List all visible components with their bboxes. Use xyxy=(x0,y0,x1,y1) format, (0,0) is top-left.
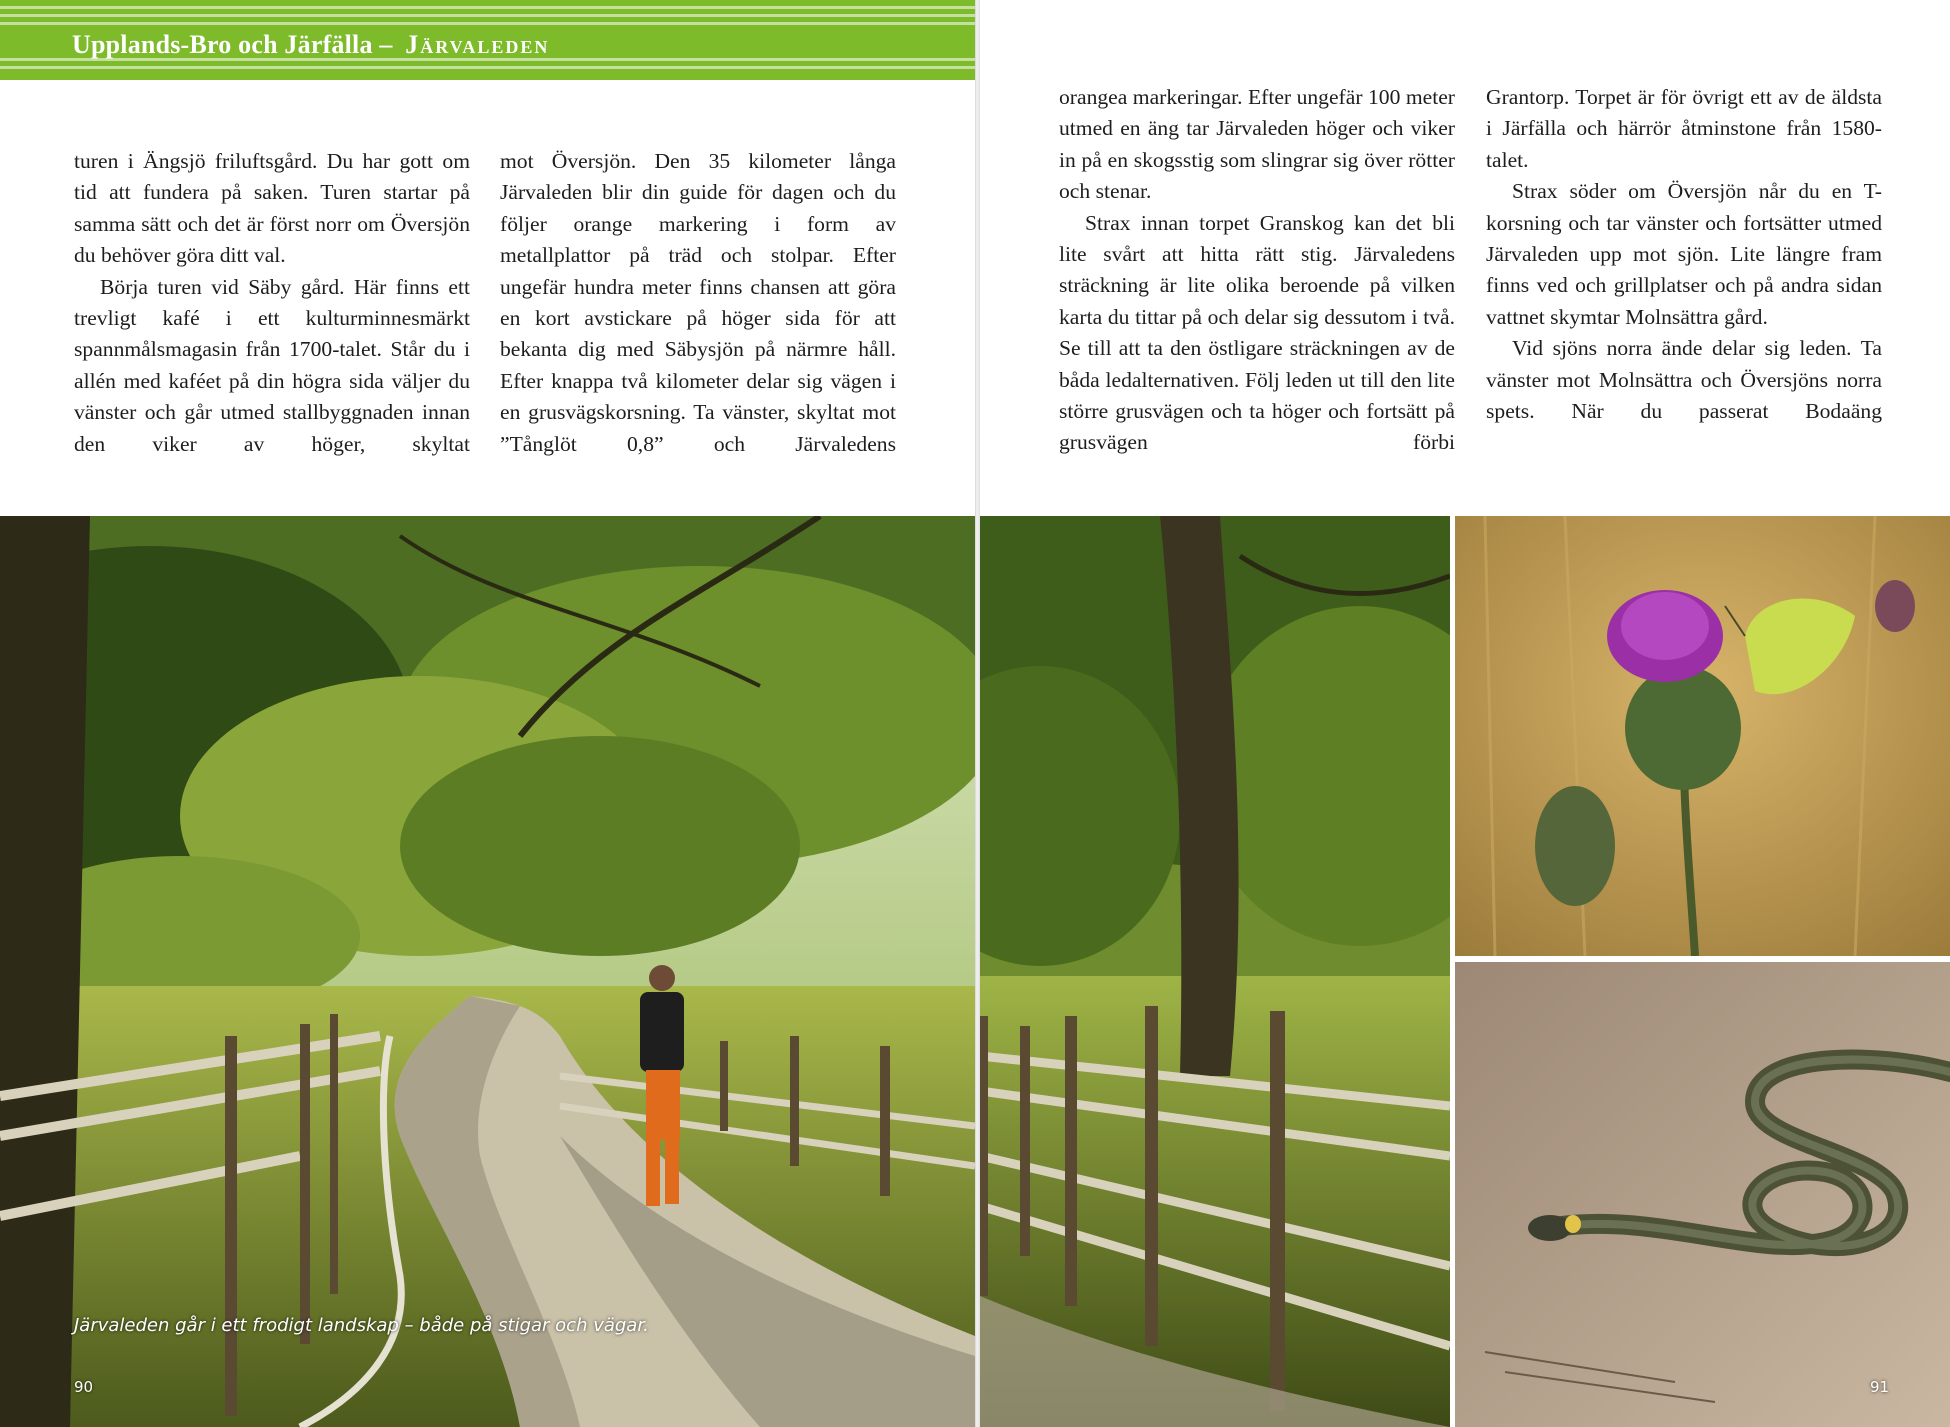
butterfly-thistle-photo xyxy=(1455,516,1950,956)
page-number-left: 90 xyxy=(74,1378,94,1396)
header-trail: Järvaleden xyxy=(405,30,550,59)
paragraph: Strax innan torpet Granskog kan det bli lite svårt att hitta rätt stig. Järvaledens sträckning är lite olika beroende på vilken karta du tittar på och delar sig dessutom i två. Se till att ta den östligare sträckningen av de båda ledalternativen. Följ leden ut till den lite större grusvägen och ta höger och fortsätt på grusvägen förbi xyxy=(1059,210,1455,455)
left-page-column-1 xyxy=(74,146,470,460)
left-page-column-2 xyxy=(500,146,896,460)
right-page-column-2 xyxy=(1486,82,1882,427)
trail-fence-photo xyxy=(980,516,1450,1427)
photo-caption: Järvaleden går i ett frodigt landskap – både på stigar och vägar. xyxy=(74,1315,649,1336)
trail-walker-photo xyxy=(0,516,975,1427)
page-number-right: 91 xyxy=(1870,1378,1890,1396)
forest-fence-image xyxy=(980,516,1450,1427)
paragraph: turen i Ängsjö friluftsgård. Du har gott om tid att fundera på saken. Turen startar på samma sätt och det är först norr om Översjön du behöver göra ditt val. xyxy=(74,149,470,268)
paragraph: mot Översjön. Den 35 kilometer långa Järvaleden blir din guide för dagen och du följer orange markering i form av metallplattor på träd och stolpar. Efter ungefär hundra meter finns chansen att göra en kort avstickare på höger sida för att bekanta dig med Säbysjön på närmre håll. Efter knappa två kilometer delar sig vägen i en grusvägskorsning. Ta vänster, skyltat mot ”Tånglöt 0,8” och Järvaledens xyxy=(500,149,896,456)
forest-path-image xyxy=(0,516,975,1427)
butterfly-on-thistle-image xyxy=(1455,516,1950,956)
paragraph: Börja turen vid Säby gård. Här finns ett trevligt kafé i ett kulturminnesmärkt spannmålsmagasin från 1700-talet. Står du i allén med kaféet på din högra sida väljer du vänster och går utmed stallbyggnaden innan den viker av höger, skyltat xyxy=(74,274,470,456)
grass-snake-image xyxy=(1455,962,1950,1427)
running-header xyxy=(0,0,975,80)
right-page-column-1 xyxy=(1059,82,1455,459)
header-title xyxy=(72,30,549,60)
paragraph: Vid sjöns norra ände delar sig leden. Ta vänster mot Molnsättra och Översjöns norra spets. När du passerat Bodaäng xyxy=(1486,336,1882,424)
header-location: Upplands-Bro och Järfälla xyxy=(72,30,373,59)
paragraph: orangea markeringar. Efter ungefär 100 meter utmed en äng tar Järvaleden höger och viker in på en skogsstig som slingrar sig över rötter och stenar. xyxy=(1059,85,1455,204)
right-page xyxy=(980,0,1950,1427)
paragraph: Grantorp. Torpet är för övrigt ett av de äldsta i Järfälla och härrör åtminstone från 1580-talet. xyxy=(1486,85,1882,172)
paragraph: Strax söder om Översjön når du en T-korsning och tar vänster och fortsätter utmed Järvaleden upp mot sjön. Lite längre fram finns ved och grillplatser och på andra sidan vattnet skymtar Molnsättra gård. xyxy=(1486,179,1882,329)
grass-snake-photo xyxy=(1455,962,1950,1427)
header-separator: – xyxy=(379,30,393,59)
